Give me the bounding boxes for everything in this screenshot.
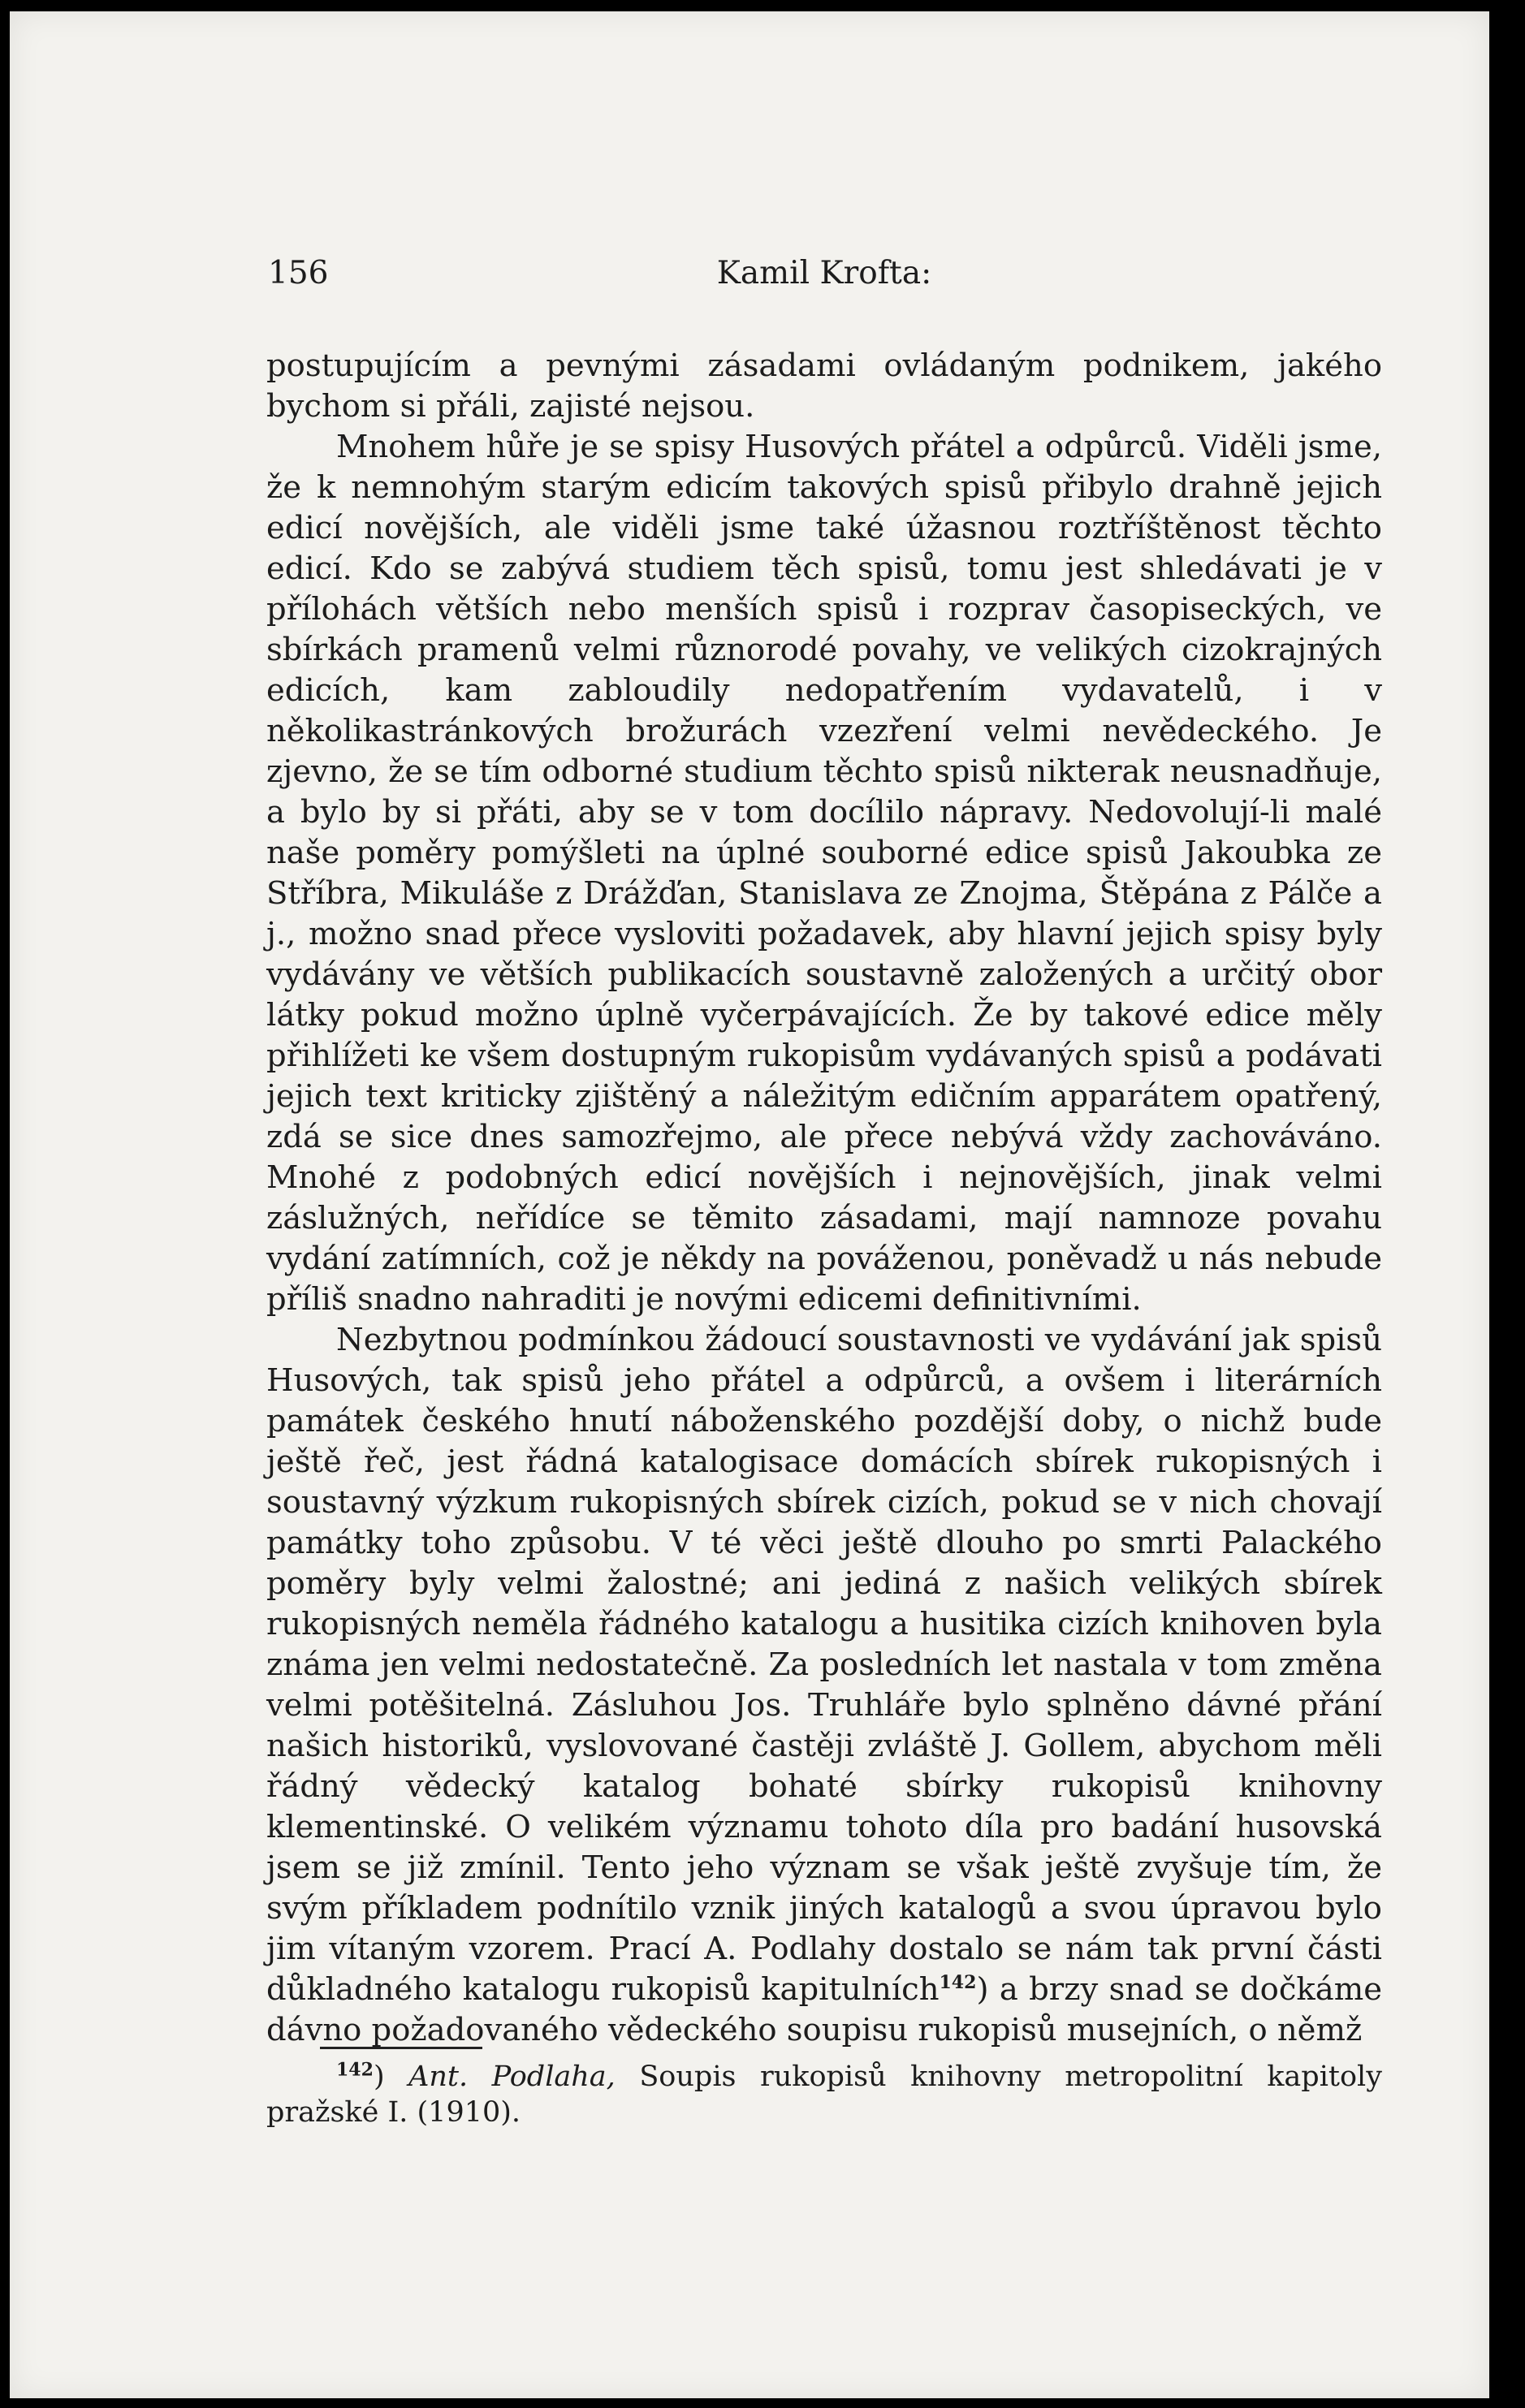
book-page [10,11,1489,2398]
paragraph-2: Mnohem hůře je se spisy Husových přátel a odpůrců. Viděli jsme, že k nemnohým starým edicím takových spisů přibylo drahně jejich edicí novějších, ale viděli jsme také úžasnou roztříštěnost těchto edicí. Kdo se zabývá studiem těch spisů, tomu jest shledávati je v přílohách větších nebo menších spisů i rozprav časopiseckých, ve sbírkách pramenů velmi různorodé povahy, ve velikých cizokrajných edicích, kam zabloudily nedopatřením vydavatelů, i v několikastránkových brožurách vzezření velmi nevědeckého. Je zjevno, že se tím odborné studium těchto spisů nikterak neusnadňuje, a bylo by si přáti, aby se v tom docílilo nápravy. Nedovolují-li malé naše poměry pomýšleti na úplné souborné edice spisů Jakoubka ze Stříbra, Mikuláše z Drážďan, Stanislava ze Znojma, Štěpána z Pálče a j., možno snad přece vysloviti požadavek, aby hlavní jejich spisy byly vydávány ve větších publikacích soustavně založených a určitý obor látky pokud možno úplně vyčerpávajících. Že by takové edice měly přihlížeti ke všem dostupným rukopisům vydávaných spisů a podávati jejich text kriticky zjištěný a náležitým edičním apparátem opatřený, zdá se sice dnes samozřejmo, ale přece nebývá vždy zachováváno. Mnohé z podobných edicí novějších i nejnovějších, jinak velmi záslužných, neřídíce se těmito zásadami, mají namnoze povahu vydání zatímních, což je někdy na pováženou, poněvadž u nás nebude příliš snadno nahraditi je novými edicemi definitivními. [266,429,1382,1318]
paragraph-3 [266,1320,1382,2051]
paragraph-3-text: Nezbytnou podmínkou žádoucí soustavnosti ve vydávání jak spisů Husových, tak spisů jeho přátel a odpůrců, a ovšem i literárních památek českého hnutí náboženského pozdější doby, o nichž bude ještě řeč, jest řádná katalogisace domácích sbírek rukopisných i soustavný výzkum rukopisných sbírek cizích, pokud se v nich chovají památky toho způsobu. V té věci ještě dlouho po smrti Palackého poměry byly velmi žalostné; ani jediná z našich velikých sbírek rukopisných neměla řádného katalogu a husitika cizích knihoven byla známa jen velmi nedostatečně. Za posledních let nastala v tom změna velmi potěšitelná. Zásluhou Jos. Truhláře bylo splněno dávné přání našich historiků, vyslovované častěji zvláště J. Gollem, abychom měli řádný vědecký katalog bohaté sbírky rukopisů knihovny klementinské. O velikém významu tohoto díla pro badání husovská jsem se již zmínil. Tento jeho význam se však ještě zvyšuje tím, že svým příkladem podnítilo vznik jiných katalogů a svou úpravou bylo jim vítaným vzorem. Prací A. Podlahy dostalo se nám tak první části důkladného katalogu rukopisů kapitulních [266,1322,1382,2008]
body-text [266,346,1382,2051]
page-number: 156 [268,255,329,291]
footnote-author: Ant. Podlaha, [408,2061,616,2093]
paragraph-3-text-end: ) a brzy snad se dočkáme dávno požadovaného vědeckého soupisu rukopisů musejních, o němž [266,1971,1382,2048]
footnote-reference: 142 [939,1972,977,1994]
paragraph-1: postupujícím a pevnými zásadami ovládaným podnikem, jakého bychom si přáli, zajisté nejsou. [266,347,1382,425]
running-title: Kamil Krofta: [716,255,932,291]
footnote-number: 142 [336,2059,374,2081]
footnote-separator [320,2047,482,2049]
footnote-text: Soupis rukopisů knihovny metropolitní kapitoly pražské I. (1910). [266,2061,1382,2129]
footnote: $^{142}$) Ant. Podlaha, Soupis rukopisů knihovny metropolitní kapitoly pražské I. (1910). [266,2059,1382,2129]
page-header [268,255,1380,304]
